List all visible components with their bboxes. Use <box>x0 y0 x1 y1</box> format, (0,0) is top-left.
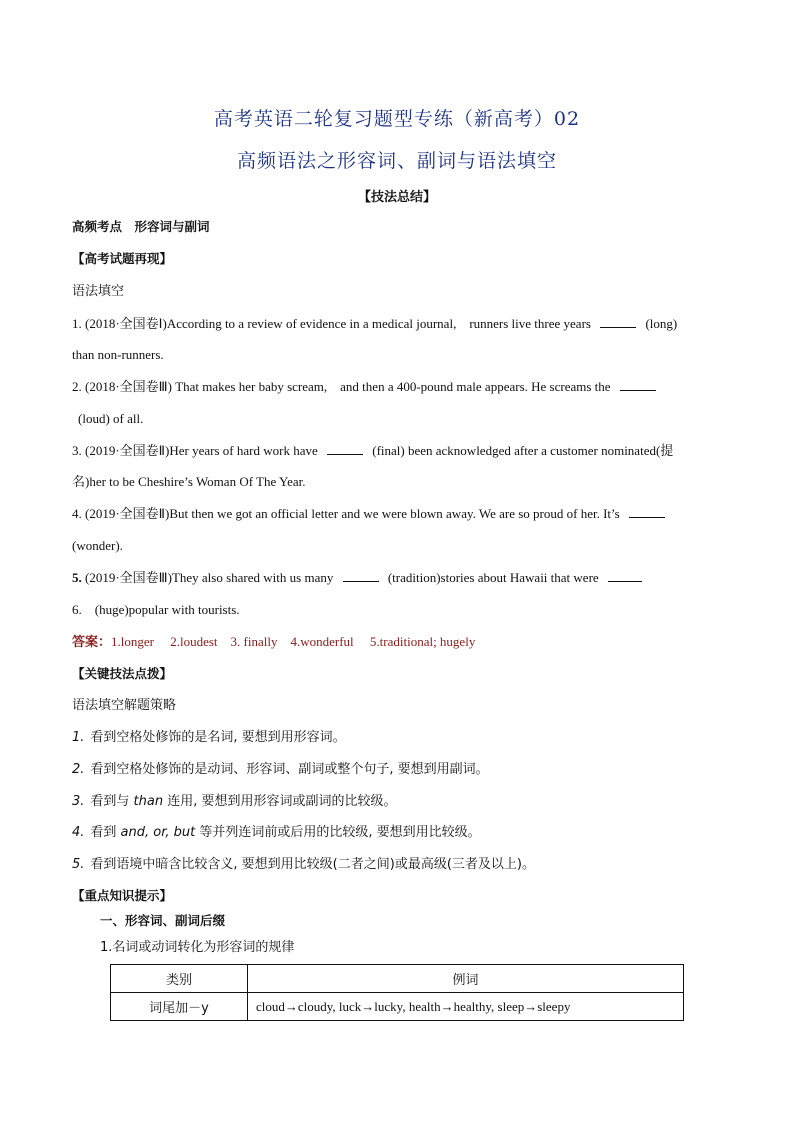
table-header-examples: 例词 <box>248 965 684 993</box>
question-1 <box>72 315 732 333</box>
answer-text: 1.longer 2.loudest 3. finally 4.wonderful 5.traditional; hugely <box>111 634 476 649</box>
table-header-row <box>111 965 684 993</box>
question-4 <box>72 505 732 523</box>
strategy-5 <box>72 856 732 874</box>
question-5-hint: (tradition)stories about Hawaii that were <box>387 570 599 585</box>
strategy-number: 1. <box>72 730 85 745</box>
question-5-text: (2019·全国卷Ⅲ)They also shared with us many <box>81 570 334 585</box>
question-4-text: 4. (2019·全国卷Ⅱ)But then we got an official letter and we were blown away. We are so proud of her. It’s <box>72 506 620 521</box>
question-1-cont: than non-runners. <box>72 347 164 362</box>
question-3 <box>72 442 732 460</box>
strategy-text: 看到空格处修饰的是名词, 要想到用形容词。 <box>90 730 346 745</box>
strategy-keyword: and, or, but <box>120 825 196 840</box>
question-3-cont: 名)her to be Cheshire’s Woman Of The Year. <box>72 474 306 489</box>
answer-blank[interactable] <box>629 505 665 518</box>
strategy-number: 2. <box>72 762 85 777</box>
strategy-text: 看到空格处修饰的是动词、形容词、副词或整个句子, 要想到用副词。 <box>90 762 489 777</box>
question-2 <box>72 378 732 396</box>
table-row <box>111 993 684 1021</box>
document-title: 高考英语二轮复习题型专练（新高考）02 <box>213 108 581 130</box>
question-3-text: 3. (2019·全国卷Ⅱ)Her years of hard work have <box>72 443 318 458</box>
answer-line <box>72 633 732 652</box>
section-key-heading: 【关键技法点拨】 <box>72 666 173 681</box>
strategy-3 <box>72 793 732 811</box>
fill-subheading: 语法填空 <box>72 284 125 299</box>
question-2-cont: (loud) of all. <box>78 411 144 426</box>
strategy-number: 4. <box>72 825 85 840</box>
strategy-text: 看到 <box>90 825 121 840</box>
section-exam-heading: 【高考试题再现】 <box>72 251 173 266</box>
answer-blank[interactable] <box>343 569 379 582</box>
rule-heading: 1.名词或动词转化为形容词的规律 <box>100 940 295 955</box>
strategy-1 <box>72 729 732 747</box>
section-knowledge-heading: 【重点知识提示】 <box>72 888 173 903</box>
answer-blank[interactable] <box>600 315 636 328</box>
answer-blank[interactable] <box>327 442 363 455</box>
suffix-heading: 一、形容词、副词后缀 <box>100 913 226 928</box>
question-6: 6. (huge)popular with tourists. <box>72 602 240 617</box>
question-5-number: 5. <box>72 570 82 585</box>
table-header-category: 类别 <box>111 965 248 993</box>
strategy-2 <box>72 761 732 779</box>
question-3-hint: (final) been acknowledged after a customer nominated(提 <box>372 443 674 458</box>
question-2-text: 2. (2018·全国卷Ⅲ) That makes her baby scream, and then a 400-pound male appears. He screams the <box>72 379 611 394</box>
strategy-number: 3. <box>72 794 85 809</box>
strategy-4 <box>72 824 732 842</box>
question-1-hint: (long) <box>645 316 678 331</box>
strategy-text: 看到与 <box>90 794 134 809</box>
question-4-cont: (wonder). <box>72 538 123 553</box>
table-cell-category: 词尾加－y <box>111 993 248 1021</box>
question-5 <box>72 569 732 587</box>
answer-label: 答案： <box>72 635 112 650</box>
strategy-text-cont: 等并列连词前或后用的比较级, 要想到用比较级。 <box>195 825 481 840</box>
strategy-number: 5. <box>72 857 85 872</box>
document-subtitle: 高频语法之形容词、副词与语法填空 <box>236 150 557 172</box>
answer-blank[interactable] <box>620 378 656 391</box>
answer-blank[interactable] <box>608 569 642 582</box>
strategy-title: 语法填空解题策略 <box>72 698 177 713</box>
section-skills-heading: 【技法总结】 <box>357 190 436 205</box>
table-cell-examples: cloud→cloudy, luck→lucky, health→healthy, sleep→sleepy <box>248 993 684 1021</box>
strategy-text-cont: 连用, 要想到用形容词或副词的比较级。 <box>163 794 397 809</box>
strategy-keyword: than <box>133 794 164 809</box>
question-1-text: 1. (2018·全国卷Ⅰ)According to a review of evidence in a medical journal, runners live three years <box>72 316 591 331</box>
topic-line: 高频考点 形容词与副词 <box>72 219 210 234</box>
suffix-table <box>110 964 684 1021</box>
strategy-text: 看到语境中暗含比较含义, 要想到用比较级(二者之间)或最高级(三者及以上)。 <box>90 857 535 872</box>
